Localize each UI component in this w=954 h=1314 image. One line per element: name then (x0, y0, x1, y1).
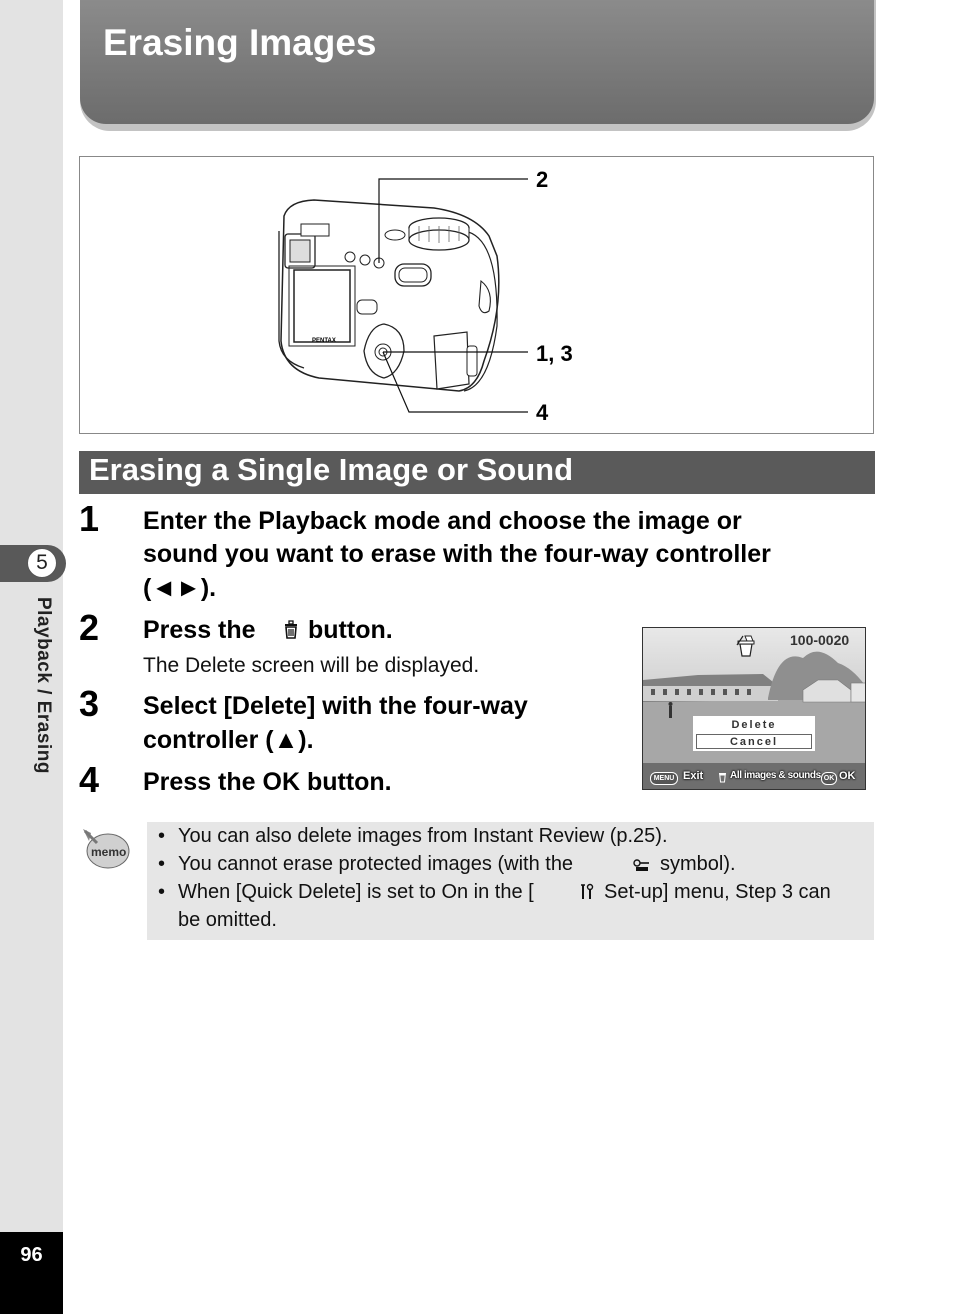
step-1-line-3: (◄►). (143, 574, 217, 602)
memo-bullet-3: • (158, 881, 166, 903)
delete-screen-preview (642, 627, 866, 790)
step-3-line-1: Select [Delete] with the four-way (143, 692, 528, 720)
memo-item-3-end: Set-up] menu, Step 3 can (604, 881, 831, 903)
callout-1-3: 1, 3 (536, 341, 573, 366)
memo-bullet-2: • (158, 853, 166, 875)
memo-item-1: You can also delete images from Instant Review (p.25). (178, 825, 668, 847)
step-2-after: button. (308, 616, 393, 644)
chapter-number: 5 (27, 548, 57, 578)
trash-icon (282, 620, 300, 640)
memo-item-3-start: When [Quick Delete] is set to On in the [ (178, 881, 534, 903)
callout-4: 4 (536, 400, 549, 425)
camera-brand-text: PENTAX (312, 338, 336, 344)
step-4-number: 4 (79, 759, 100, 800)
memo-icon-label: memo (91, 845, 127, 859)
lcd-file-number: 100-0020 (790, 632, 850, 648)
memo-item-2-start: You cannot erase protected images (with the (178, 853, 574, 875)
section-title: Erasing a Single Image or Sound (89, 452, 574, 487)
memo-item-2-end: symbol). (660, 853, 736, 875)
memo-icon (81, 825, 131, 871)
lcd-option-cancel[interactable]: Cancel (696, 734, 812, 749)
memo-item-3-continued: be omitted. (178, 909, 277, 931)
step-3-number: 3 (79, 683, 100, 724)
lcd-delete-menu (693, 716, 815, 751)
page-number: 96 (20, 1244, 43, 1266)
protect-key-icon (633, 858, 651, 872)
callout-2: 2 (536, 167, 549, 192)
chapter-label: Playback / Erasing (33, 597, 54, 774)
lcd-trash-icon (718, 771, 727, 783)
step-2-description: The Delete screen will be displayed. (143, 654, 480, 677)
lcd-all-images-label: All images & sounds (730, 770, 821, 781)
page-title: Erasing Images (103, 22, 377, 63)
lcd-ok-label: OK (839, 770, 856, 782)
lcd-footer (643, 766, 866, 790)
memo-bullet-1: • (158, 825, 166, 847)
step-1-number: 1 (79, 498, 100, 539)
step-4-text: Press the OK button. (143, 768, 392, 796)
lcd-exit-label: Exit (683, 770, 704, 782)
step-2-before: Press the (143, 616, 256, 644)
lcd-ok-pill: OK (821, 772, 837, 785)
lcd-option-delete[interactable]: Delete (731, 719, 777, 731)
lcd-delete-icon (735, 634, 757, 658)
step-1-line-2: sound you want to erase with the four-way controller (143, 540, 771, 568)
camera-illustration (79, 156, 874, 434)
lcd-menu-pill: MENU (650, 772, 678, 785)
setup-wrench-icon (580, 883, 594, 901)
step-2-number: 2 (79, 607, 100, 648)
step-1-line-1: Enter the Playback mode and choose the image or (143, 507, 742, 535)
step-3-line-2: controller (▲). (143, 726, 314, 754)
